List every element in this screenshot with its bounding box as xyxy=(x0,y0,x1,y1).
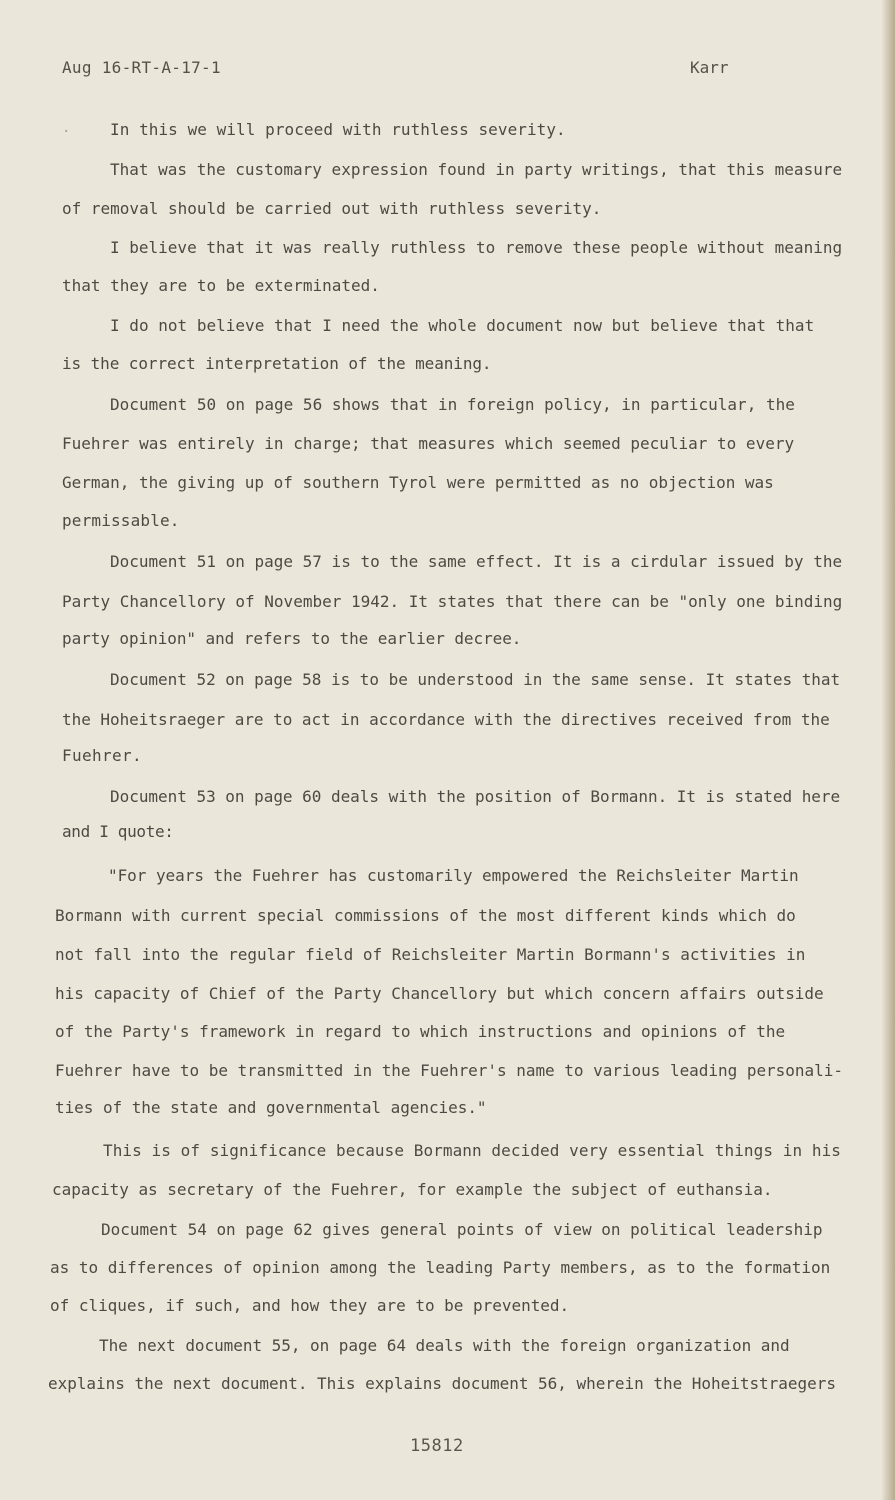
page-number: 15812 xyxy=(410,1436,464,1456)
text-line: Document 51 on page 57 is to the same effect. It is a cirdular issued by the xyxy=(110,552,843,571)
document-reference: Aug 16-RT-A-17-1 xyxy=(62,58,221,77)
text-line: The next document 55, on page 64 deals with the foreign organization and xyxy=(99,1336,790,1355)
text-line: his capacity of Chief of the Party Chancellory but which concern affairs outside xyxy=(55,984,824,1003)
text-line: explains the next document. This explains document 56, wherein the Hoheitstraegers xyxy=(48,1374,836,1393)
speaker-name: Karr xyxy=(690,58,729,77)
text-line: of cliques, if such, and how they are to be prevented. xyxy=(50,1296,570,1315)
text-line: capacity as secretary of the Fuehrer, for example the subject of euthansia. xyxy=(52,1180,773,1199)
text-line: Bormann with current special commissions of the most different kinds which do xyxy=(55,906,796,925)
text-line: the Hoheitsraeger are to act in accordance with the directives received from the xyxy=(62,710,830,729)
text-line: permissable. xyxy=(62,511,180,530)
text-line: that they are to be exterminated. xyxy=(62,276,380,295)
text-line: not fall into the regular field of Reichsleiter Martin Bormann's activities in xyxy=(55,945,806,964)
text-line: Fuehrer was entirely in charge; that measures which seemed peculiar to every xyxy=(62,434,795,453)
text-line: is the correct interpretation of the meaning. xyxy=(62,354,492,373)
text-line: I believe that it was really ruthless to remove these people without meaning xyxy=(110,238,843,257)
text-line: and I quote: xyxy=(62,822,174,841)
text-line: Fuehrer have to be transmitted in the Fuehrer's name to various leading personali- xyxy=(55,1061,843,1080)
text-line: "For years the Fuehrer has customarily empowered the Reichsleiter Martin xyxy=(108,866,799,885)
text-line: as to differences of opinion among the leading Party members, as to the formation xyxy=(50,1258,831,1277)
text-line: Party Chancellory of November 1942. It states that there can be "only one binding xyxy=(62,592,843,611)
text-line: of removal should be carried out with ruthless severity. xyxy=(62,199,602,218)
page-edge-shadow xyxy=(881,0,895,1500)
text-line: German, the giving up of southern Tyrol were permitted as no objection was xyxy=(62,473,774,492)
text-line: Fuehrer. xyxy=(62,746,142,765)
text-line: Document 50 on page 56 shows that in foreign policy, in particular, the xyxy=(110,395,795,414)
text-line: I do not believe that I need the whole document now but believe that that xyxy=(110,316,815,335)
text-line: This is of significance because Bormann decided very essential things in his xyxy=(103,1141,842,1160)
text-line: That was the customary expression found in party writings, that this measure xyxy=(110,160,843,179)
text-line: Document 53 on page 60 deals with the position of Bormann. It is stated here xyxy=(110,787,841,806)
text-line: In this we will proceed with ruthless severity. xyxy=(110,120,566,139)
text-line: Document 52 on page 58 is to be understood in the same sense. It states that xyxy=(110,670,841,689)
margin-mark: . xyxy=(62,120,71,136)
text-line: Document 54 on page 62 gives general points of view on political leadership xyxy=(101,1220,823,1239)
text-line: ties of the state and governmental agencies." xyxy=(55,1098,487,1117)
text-line: of the Party's framework in regard to which instructions and opinions of the xyxy=(55,1022,786,1041)
text-line: party opinion" and refers to the earlier decree. xyxy=(62,629,522,648)
